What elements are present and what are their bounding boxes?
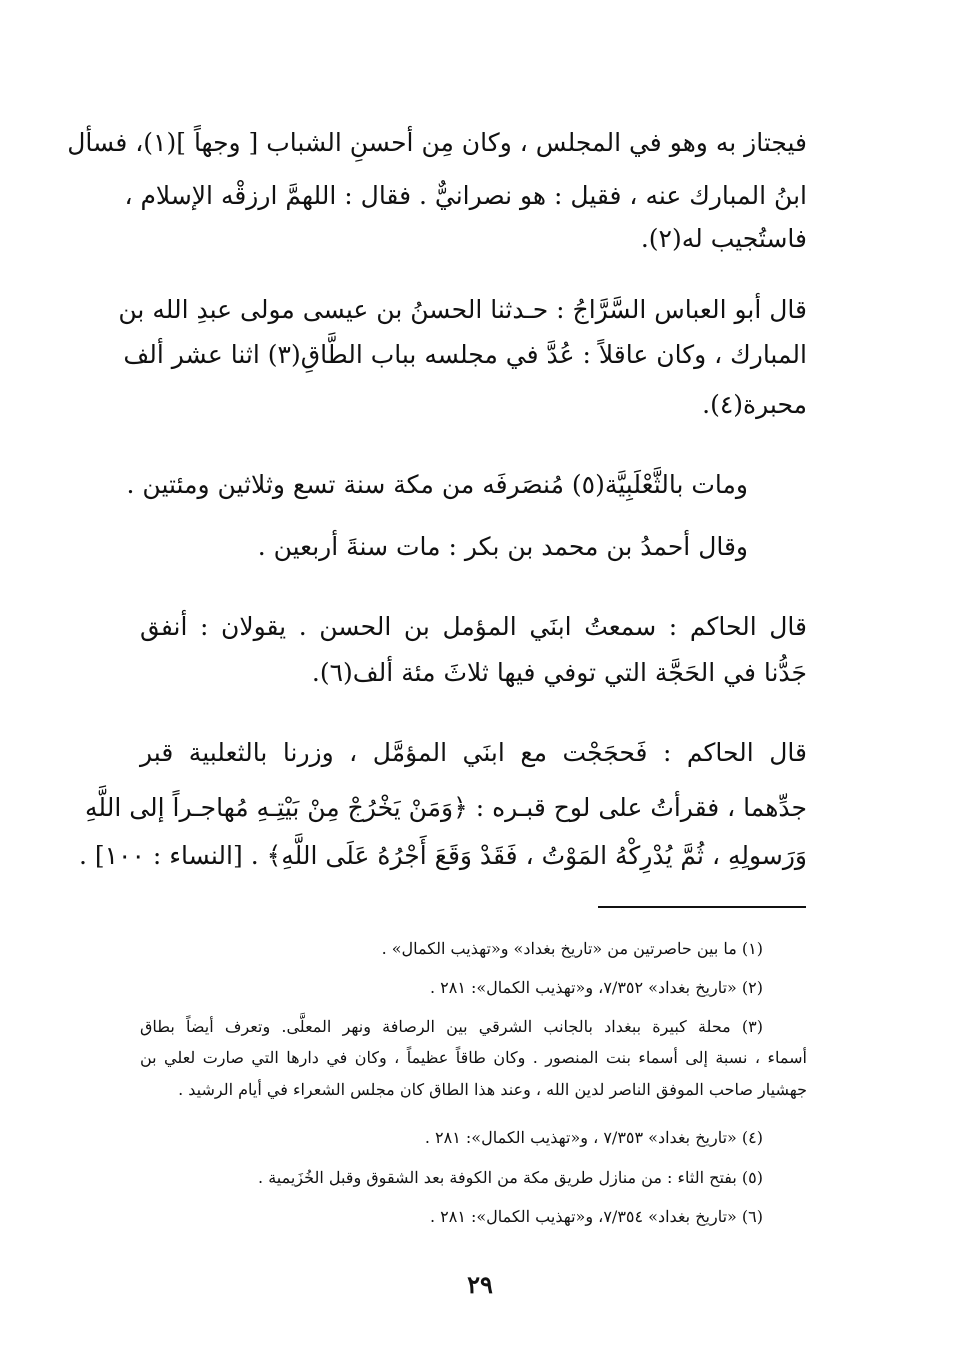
paragraph-1-line-3: فاستُجيب له(٢).	[640, 224, 807, 253]
paragraph-1-line-2: ابنُ المبارك عنه ، فقيل : هو نصرانيٌّ . فقال : اللهمَّ ارزقْه الإسلام ،	[124, 181, 807, 210]
page-number: ٢٩	[467, 1270, 493, 1299]
paragraph-2-line-1: قال أبو العباس السَّرَّاجُ : حـدثنا الحسنُ بن عيسى مولى عبدِ الله بن	[118, 295, 807, 324]
paragraph-1-line-1: فيجتاز به وهو في المجلس ، وكان مِن أحسنِ الشباب [ وجهاً ](١)، فسأل	[67, 128, 807, 157]
footnote-4: (٤) «تاريخ بغداد» ٧/٣٥٣ ، و«تهذيب الكمال»: ٢٨١ .	[424, 1128, 763, 1147]
footnote-5: (٥) بفتح الثاء : من منازل طريق مكة من الكوفة بعد الشقوق وقبل الخُزَيمية .	[258, 1168, 763, 1187]
paragraph-5-line-1: قال الحاكم : سمعتُ ابنَي المؤمل بن الحسن . يقولان : أنفق	[140, 612, 807, 641]
footnote-1: (١) ما بين حاصرتين من «تاريخ بغداد» و«تهذيب الكمال» .	[381, 939, 763, 958]
paragraph-2-line-3: محبرة(٤).	[702, 390, 807, 419]
paragraph-6-line-1: قال الحاكم : فَحجَجْت مع ابنَي المؤمَّل ، وزرنا بالثعلبية قبر	[140, 738, 807, 767]
paragraph-3-line-1: ومات بالثَّعْلَبِيَّة(٥) مُنصَرفَه من مكة سنة تسع وثلاثين ومئتين .	[126, 470, 748, 499]
footnote-6: (٦) «تاريخ بغداد» ٧/٣٥٤، و«تهذيب الكمال»: ٢٨١ .	[429, 1207, 763, 1226]
footnote-separator-rule	[598, 906, 806, 908]
paragraph-5-line-2: جَدُّنا في الحَجَّة التي توفي فيها ثلاثَ مئة ألف(٦).	[311, 658, 807, 687]
footnote-3-line-1: (٣) محلة كبيرة ببغداد بالجانب الشرقي بين الرصافة ونهر المعلَّى. وتعرف أيضاً بطاق	[140, 1017, 763, 1036]
paragraph-6-line-3: وَرَسولِهِ ، ثُمَّ يُدْرِكْهُ المَوْتُ ، فَقَدْ وَقَعَ أَجْرُهُ عَلَى اللَّهِ﴾ . [النساء : ١٠٠] .	[78, 841, 807, 870]
paragraph-6-line-2: جدِّهما ، فقرأتُ على لوح قبـره : ﴿وَمَنْ يَخْرُجْ مِنْ بَيْتِـهِ مُهاجـراً إلى اللَّهِ	[85, 793, 807, 822]
paragraph-4-line-1: وقال أحمدُ بن محمد بن بكر : مات سنةَ أربعين .	[257, 532, 748, 561]
footnote-3-line-3: جهشيار صاحب الموفق الناصر لدين الله ، وعند هذا الطاق كان مجلس الشعراء في أيام الرشيد .	[178, 1080, 807, 1099]
paragraph-2-line-2: المبارك ، وكان عاقلاً : عُدَّ في مجلسه بباب الطَّاقِ(٣) اثنا عشر ألف	[123, 340, 807, 369]
footnote-2: (٢) «تاريخ بغداد» ٧/٣٥٢، و«تهذيب الكمال»: ٢٨١ .	[429, 978, 763, 997]
footnote-3-line-2: أسماء ، نسبة إلى أسماء بنت المنصور . وكان طاقاً عظيماً ، وكان في دارها التي صارت لعلي بن	[140, 1048, 808, 1067]
